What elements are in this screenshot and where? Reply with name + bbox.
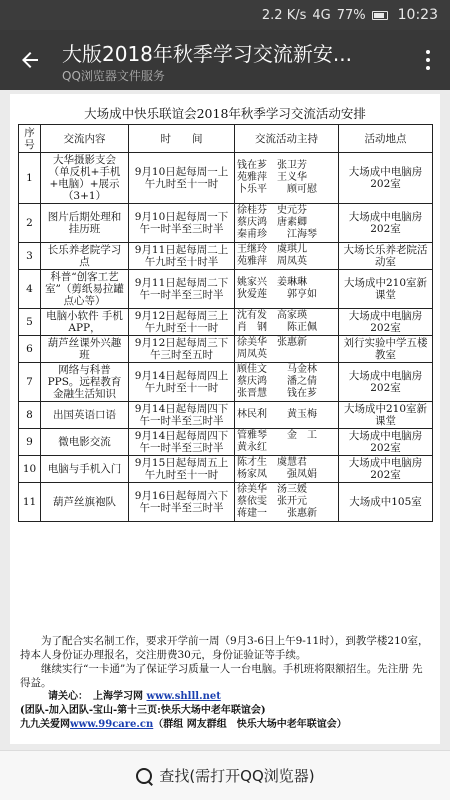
contact-line-1 [20,690,432,704]
row-number: 4 [19,270,41,309]
row-host: 沈有发 高家瑛 肖 钢 陈正佩 [235,309,339,336]
schedule-body [19,153,433,522]
row-time: 9月14日起每周四下午一时半至三时半 [129,429,235,456]
notes-paragraph-1: 为了配合实名制工作，要求开学前一周（9月3-6日上午9-11时），到教学楼210室，持本人身份证办理报名，交注册费30元，身份证验证等手续。 [20,635,429,661]
contact-prefix: 请关心： 上海学习网 [48,691,143,702]
row-host: 陈才生 虞慧君 杨家凤 强凤娟 [235,456,339,483]
signal-indicator: 4G [312,7,331,23]
99care-link[interactable]: www.99care.cn [70,719,154,730]
row-time: 9月14日起每周四下午一时半至三时半 [129,402,235,429]
row-host: 徐桂芬 史元芬 蔡庆鸿 唐素卿 秦甫珍 江海琴 [235,204,339,243]
row-host: 姚家兴 姜琳琳 狄爱莲 郭亨如 [235,270,339,309]
network-speed: 2.2 K/s [261,7,307,23]
document-page [10,94,440,744]
find-button[interactable] [0,750,450,800]
header-content: 交流内容 [41,125,129,153]
page-subtitle: QQ浏览器文件服务 [62,69,165,83]
back-button[interactable] [10,42,50,78]
document-title: 大场成中快乐联谊会2018年秋季学习交流活动安排 [84,106,366,121]
find-label: 查找(需打开QQ浏览器) [159,767,315,785]
row-place: 大场成中电脑房202室 [339,429,433,456]
header-time: 时 间 [129,125,235,153]
row-content: 长乐养老院学习点 [41,243,129,270]
row-content: 电脑与手机入门 [41,456,129,483]
row-place: 刘行实验中学五楼教室 [339,336,433,363]
battery-icon [372,11,388,20]
page-title: 大版2018年秋季学习交流新安... [62,42,352,66]
contact-line-3-prefix: 九九关爱网 [20,719,70,730]
row-place: 大场成中电脑房202室 [339,309,433,336]
row-time: 9月12日起每周三上午九时至十一时 [129,309,235,336]
row-content: 出国英语口语 [41,402,129,429]
row-host: 徐美华 张惠新 周凤英 [235,336,339,363]
row-number: 11 [19,483,41,522]
header-host: 交流活动主持 [235,125,339,153]
row-time: 9月14日起每周四上午九时至十一时 [129,363,235,402]
table-row [19,153,433,204]
row-time: 9月11日起每周二上午九时至十时半 [129,243,235,270]
clock: 10:23 [397,7,438,23]
row-number: 10 [19,456,41,483]
row-number: 5 [19,309,41,336]
header-place: 活动地点 [339,125,433,153]
row-content: 微电影交流 [41,429,129,456]
row-time: 9月10日起每周一上午九时至十一时 [129,153,235,204]
notes-section [20,634,432,732]
row-place: 大场成中电脑房202室 [339,204,433,243]
row-number: 6 [19,336,41,363]
more-vertical-icon [426,50,430,54]
table-header-row [19,125,433,153]
row-number: 1 [19,153,41,204]
row-place: 大场成中210室新课堂 [339,270,433,309]
contact-line-3-suffix: （群组 网友群组 快乐大场中老年联谊会） [153,719,347,730]
row-content: 网络与科普PPS。远程教育金融生活知识 [41,363,129,402]
row-place: 大场成中电脑房202室 [339,153,433,204]
row-place: 大场成中105室 [339,483,433,522]
row-number: 3 [19,243,41,270]
row-place: 大场成中电脑房202室 [339,363,433,402]
battery-level: 77% [336,7,366,23]
row-content: 葫芦丝课外兴趣班 [41,336,129,363]
row-number: 7 [19,363,41,402]
table-row [19,336,433,363]
table-row [19,429,433,456]
document-viewer[interactable] [0,90,450,750]
table-row [19,483,433,522]
row-number: 9 [19,429,41,456]
notes-paragraph-2: 继续实行“一卡通”为了保证学习质量一人一台电脑。手机班将限额招生。先注册 先得益。 [20,663,423,689]
row-place: 大场成中210室新课堂 [339,402,433,429]
app-bar [0,30,450,90]
table-row [19,204,433,243]
row-host: 钱在芗 张卫芳 苑雅萍 王义华 卜乐平 顾可慰 [235,153,339,204]
contact-line-2: (团队-加入团队-宝山-第十三页:快乐大场中老年联谊会) [20,705,266,716]
table-row [19,243,433,270]
arrow-left-icon [18,48,42,72]
status-bar [0,0,450,30]
row-time: 9月11日起每周二下午一时半至三时半 [129,270,235,309]
table-row [19,270,433,309]
row-host: 王继玲 虞琪儿 苑雅萍 周凤英 [235,243,339,270]
row-content: 葫芦丝旗袍队 [41,483,129,522]
row-time: 9月12日起每周三下午三时至五时 [129,336,235,363]
more-options-button[interactable] [414,44,442,76]
search-icon [135,767,153,785]
row-content: 科普“创客工艺室”（剪纸易拉罐 点心等） [41,270,129,309]
row-number: 2 [19,204,41,243]
row-time: 9月10日起每周一下午一时半至三时半 [129,204,235,243]
row-content: 图片后期处理和挂历班 [41,204,129,243]
table-row [19,402,433,429]
row-number: 8 [19,402,41,429]
table-row [19,456,433,483]
schedule-table [18,124,433,522]
row-place: 大场长乐养老院活动室 [339,243,433,270]
shlll-link[interactable]: www.shlll.net [146,691,221,702]
row-place: 大场成中电脑房202室 [339,456,433,483]
row-time: 9月16日起每周六下午一时半至三时半 [129,483,235,522]
row-content: 电脑小软件 手机APP， [41,309,129,336]
table-row [19,309,433,336]
row-host: 林民利 黄玉梅 [235,402,339,429]
row-host: 管雅琴 金 工 黄永红 [235,429,339,456]
table-row [19,363,433,402]
contact-line-3 [20,718,432,732]
header-no: 序号 [19,125,41,153]
row-host: 徐美华 汤三媛 蔡依雯 张开元 蒋建一 张惠新 [235,483,339,522]
row-content: 大华摄影支会（单反机+手机+电脑）+展示（3+1） [41,153,129,204]
row-time: 9月15日起每周五上午九时至十一时 [129,456,235,483]
row-host: 顾佳文 马金林 蔡庆鸿 潘之倩 张晋慧 钱在芗 [235,363,339,402]
